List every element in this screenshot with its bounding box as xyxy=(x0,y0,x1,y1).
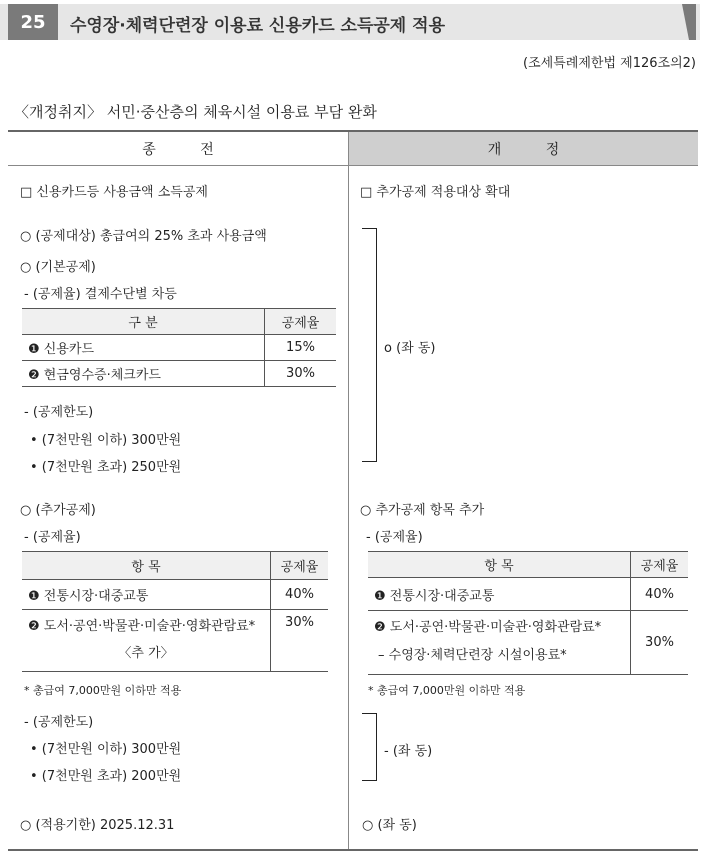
before-rate-label: - (공제율) 결제수단별 차등 xyxy=(24,287,177,302)
table-header-category: 구 분 xyxy=(22,309,265,335)
same-as-before-bracket-2 xyxy=(362,713,377,781)
row-rate: 40% xyxy=(631,578,689,611)
row-label: ❷ 현금영수증·체크카드 xyxy=(22,361,265,387)
section-number: 25 xyxy=(8,4,58,40)
table-header-rate: 공제율 xyxy=(271,552,329,580)
row-label: ❶ 신용카드 xyxy=(22,335,265,361)
row-label: ❷ 도서·공연·박물관·미술관·영화관람료* xyxy=(374,620,602,635)
table-header-rate: 공제율 xyxy=(631,552,689,578)
before-footnote: * 총급여 7,000만원 이하만 적용 xyxy=(24,684,182,697)
row-label: ❷ 도서·공연·박물관·미술관·영화관람료* xyxy=(28,619,256,634)
row-rate: 30% xyxy=(631,611,689,675)
row-rate: 15% xyxy=(265,335,337,361)
column-header-before: 종 전 xyxy=(8,132,348,166)
before-limit-label-2: - (공제한도) xyxy=(24,715,94,730)
row-rate: 30% xyxy=(271,610,329,672)
after-heading: □ 추가공제 적용대상 확대 xyxy=(360,185,511,200)
before-limit-over-70m: • (7천만원 초과) 250만원 xyxy=(30,460,182,475)
after-add-items: ○ 추가공제 항목 추가 xyxy=(360,503,485,518)
before-rate-label-2: - (공제율) xyxy=(24,530,81,545)
table-row xyxy=(368,611,688,675)
after-footnote: * 총급여 7,000만원 이하만 적용 xyxy=(368,684,526,697)
before-application-period: ○ (적용기한) 2025.12.31 xyxy=(20,818,175,833)
before-deduction-target: ○ (공제대상) 총급여의 25% 초과 사용금액 xyxy=(20,229,267,244)
revision-purpose: 〈개정취지〉 서민·중산층의 체육시설 이용료 부담 완화 xyxy=(14,103,377,121)
row-rate: 30% xyxy=(265,361,337,387)
after-rate-label: - (공제율) xyxy=(366,530,423,545)
section-title: 수영장·체력단련장 이용료 신용카드 소득공제 적용 xyxy=(70,16,445,36)
table-row xyxy=(22,361,336,387)
table-row xyxy=(368,578,688,611)
table-row xyxy=(22,610,328,672)
table-header-item: 항 목 xyxy=(368,552,631,578)
after-same-2: - (좌 동) xyxy=(384,744,433,759)
before-additional-deduction: ○ (추가공제) xyxy=(20,503,96,518)
before-basic-deduction: ○ (기본공제) xyxy=(20,260,96,275)
law-reference: (조세특례제한법 제126조의2) xyxy=(523,56,696,71)
table-bottom-rule xyxy=(8,849,698,851)
table-row xyxy=(22,335,336,361)
new-item-pool-gym: – 수영장·체력단련장 시설이용료* xyxy=(378,648,567,663)
same-as-before-bracket xyxy=(362,228,377,462)
column-header-after: 개 정 xyxy=(349,132,698,166)
additional-rate-table-after xyxy=(368,551,688,675)
column-divider xyxy=(348,132,349,850)
added-tag: 〈추 가〉 xyxy=(118,646,174,661)
basic-rate-table xyxy=(22,308,336,387)
row-label: ❶ 전통시장·대중교통 xyxy=(368,578,631,611)
before-limit-under-70m-2: • (7천만원 이하) 300만원 xyxy=(30,742,182,757)
table-header-item: 항 목 xyxy=(22,552,271,580)
before-limit-under-70m: • (7천만원 이하) 300만원 xyxy=(30,433,182,448)
additional-rate-table-before xyxy=(22,551,328,672)
row-rate: 40% xyxy=(271,580,329,610)
after-same-1: o (좌 동) xyxy=(384,341,436,356)
before-heading: □ 신용카드등 사용금액 소득공제 xyxy=(20,185,208,200)
before-limit-over-70m-2: • (7천만원 초과) 200만원 xyxy=(30,769,182,784)
table-row xyxy=(22,580,328,610)
after-same-3: ○ (좌 동) xyxy=(362,818,417,833)
row-label: ❶ 전통시장·대중교통 xyxy=(22,580,271,610)
table-header-rate: 공제율 xyxy=(265,309,337,335)
before-limit-label: - (공제한도) xyxy=(24,405,94,420)
